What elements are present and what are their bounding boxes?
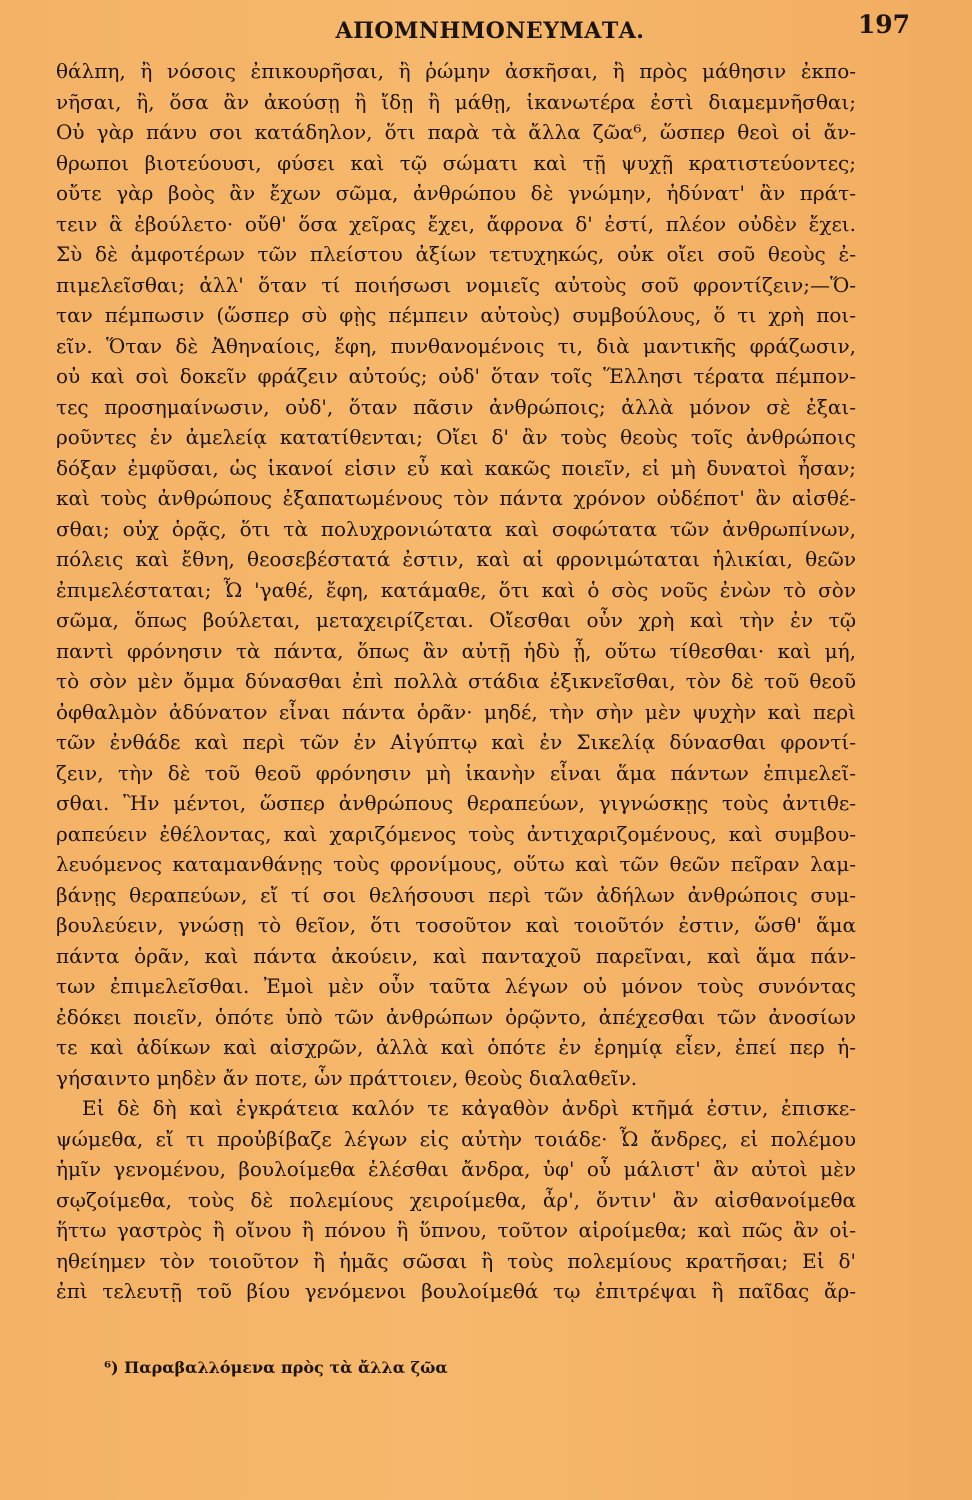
text-line: νῆσαι, ἢ, ὅσα ἂν ἀκούσῃ ἢ ἴδῃ ἢ μάθῃ, ἱκανωτέρα ἐστὶ διαμεμνῆσθαι; — [56, 89, 856, 114]
text-line: ταν πέμπωσιν (ὥσπερ σὺ φῂς πέμπειν αὐτοὺς) συμβούλους, ὅ τι χρὴ ποι- — [56, 303, 856, 327]
text-line: ἡμῖν γενομένου, βουλοίμεθα ἑλέσθαι ἄνδρα, ὑφ' οὗ μάλιστ' ἂν αὐτοὶ μὲν — [56, 1157, 856, 1181]
text-line: δόξαν ἐμφῦσαι, ὡς ἱκανοί εἰσιν εὖ καὶ κακῶς ποιεῖν, εἰ μὴ δυνατοὶ ἦσαν; — [56, 455, 856, 480]
text-line: ζειν, τὴν δὲ τοῦ θεοῦ φρόνησιν μὴ ἱκανὴν εἶναι ἅμα πάντων ἐπιμελεῖ- — [56, 760, 856, 785]
text-line: ροῦντες ἐν ἀμελείᾳ κατατίθενται; Οἴει δ' ἂν τοὺς θεοὺς τοῖς ἀνθρώποις — [56, 425, 856, 449]
text-line: σθαι. Ἢν μέντοι, ὥσπερ ἀνθρώπους θεραπεύων, γιγνώσκῃς τοὺς ἀντιθε- — [56, 791, 856, 815]
text-line: τὸ σὸν μὲν ὄμμα δύνασθαι ἐπὶ πολλὰ στάδια ἐξικνεῖσθαι, τὸν δὲ τοῦ θεοῦ — [56, 669, 856, 693]
text-line: ραπεύειν ἐθέλοντας, καὶ χαριζόμενος τοὺς ἀντιχαριζομένους, καὶ συμβου- — [56, 821, 856, 846]
text-line: λευόμενος καταμανθάνῃς τοὺς φρονίμους, οὕτω καὶ τῶν θεῶν πεῖραν λαμ- — [56, 852, 856, 876]
text-line: πιμελεῖσθαι; ἀλλ' ὅταν τί ποιήσωσι νομιεῖς αὐτοὺς σοῦ φροντίζειν;—Ὅ- — [56, 272, 856, 297]
text-line: ηθείημεν τὸν τοιοῦτον ἢ ἡμᾶς σῶσαι ἢ τοὺς πολεμίους κρατῆσαι; Εἰ δ' — [56, 1248, 856, 1273]
text-line: ἥττω γαστρὸς ἢ οἴνου ἢ πόνου ἢ ὕπνου, τοῦτον αἱροίμεθα; καὶ πῶς ἂν οἰ- — [56, 1218, 856, 1242]
text-line: ἐπιμελέσταται; Ὦ 'γαθέ, ἔφη, κατάμαθε, ὅτι καὶ ὁ σὸς νοῦς ἐνὼν τὸ σὸν — [56, 577, 856, 602]
text-line: Οὐ γὰρ πάνυ σοι κατάδηλον, ὅτι παρὰ τὰ ἄλλα ζῶα⁶, ὥσπερ θεοὶ οἱ ἄν- — [56, 120, 856, 144]
text-line: σῶμα, ὅπως βούλεται, μεταχειρίζεται. Οἴεσθαι οὖν χρὴ καὶ τὴν ἐν τῷ — [56, 608, 856, 632]
text-line: τῶν ἐνθάδε καὶ περὶ τῶν ἐν Αἰγύπτῳ καὶ ἐν Σικελίᾳ δύνασθαι φροντί- — [56, 730, 856, 754]
text-line: σῳζοίμεθα, τοὺς δὲ πολεμίους χειροίμεθα, ἆρ', ὅντιν' ἂν αἰσθανοίμεθα — [56, 1187, 856, 1212]
text-line: βουλεύειν, γνώσῃ τὸ θεῖον, ὅτι τοσοῦτον καὶ τοιοῦτόν ἐστιν, ὥσθ' ἅμα — [56, 913, 856, 937]
text-line: πάντα ὁρᾶν, καὶ πάντα ἀκούειν, καὶ πανταχοῦ παρεῖναι, καὶ ἅμα πάν- — [56, 943, 856, 968]
text-line: ὀφθαλμὸν ἀδύνατον εἶναι πάντα ὁρᾶν· μηδέ, τὴν σὴν μὲν ψυχὴν καὶ περὶ — [56, 699, 856, 724]
footnote: ⁶) Παραβαλλόμενα πρὸς τὰ ἄλλα ζῶα — [104, 1358, 448, 1377]
text-line: θάλπη, ἢ νόσοις ἐπικουρῆσαι, ἢ ῥώμην ἀσκῆσαι, ἢ πρὸς μάθησιν ἐκπο- — [56, 59, 856, 83]
page-header — [60, 10, 920, 50]
text-line: ψώμεθα, εἴ τι προὐβίβαζε λέγων εἰς αὐτὴν τοιάδε· Ὦ ἄνδρες, εἰ πολέμου — [56, 1126, 856, 1151]
text-line: των ἐπιμελεῖσθαι. Ἐμοὶ μὲν οὖν ταῦτα λέγων οὐ μόνον τοὺς συνόντας — [56, 974, 856, 998]
running-title: ΑΠΟΜΝΗΜΟΝΕΥΜΑΤΑ. — [335, 18, 645, 44]
text-line: παντὶ φρόνησιν τὰ πάντα, ὅπως ἂν αὐτῇ ἡδὺ ᾖ, οὕτω τίθεσθαι· καὶ μή, — [56, 638, 856, 663]
text-line: ἐπὶ τελευτῇ τοῦ βίου γενόμενοι βουλοίμεθά τῳ ἐπιτρέψαι ἢ παῖδας ἄρ- — [56, 1279, 856, 1303]
text-line: τειν ἃ ἐβούλετο· οὔθ' ὅσα χεῖρας ἔχει, ἄφρονα δ' ἐστί, πλέον οὐδὲν ἔχει. — [56, 211, 856, 236]
text-line: οὐ καὶ σοὶ δοκεῖν φράζειν αὐτούς; οὐδ' ὅταν τοῖς Ἕλλησι τέρατα πέμπον- — [56, 364, 856, 388]
text-line: Σὺ δὲ ἀμφοτέρων τῶν πλείστου ἀξίων τετυχηκώς, οὐκ οἴει σοῦ θεοὺς ἐ- — [56, 242, 856, 266]
text-line: θρωποι βιοτεύουσι, φύσει καὶ τῷ σώματι καὶ τῇ ψυχῇ κρατιστεύοντες; — [56, 150, 856, 175]
text-line: τε καὶ ἀδίκων καὶ αἰσχρῶν, ἀλλὰ καὶ ὁπότε ἐν ἐρημίᾳ εἶεν, ἐπεί περ ἡ- — [56, 1035, 856, 1059]
text-line: γήσαιντο μηδὲν ἄν ποτε, ὧν πράττοιεν, θεοὺς διαλαθεῖν. — [56, 1065, 638, 1090]
text-line: ἐδόκει ποιεῖν, ὁπότε ὑπὸ τῶν ἀνθρώπων ὁρῷντο, ἀπέχεσθαι τῶν ἀνοσίων — [56, 1004, 856, 1029]
text-line: πόλεις καὶ ἔθνη, θεοσεβέστατά ἐστιν, καὶ αἱ φρονιμώταται ἡλικίαι, θεῶν — [56, 547, 856, 571]
text-line: καὶ τοὺς ἀνθρώπους ἐξαπατωμένους τὸν πάντα χρόνον οὐδέποτ' ἂν αἰσθέ- — [56, 486, 856, 510]
text-line: οὔτε γὰρ βοὸς ἂν ἔχων σῶμα, ἀνθρώπου δὲ γνώμην, ἠδύνατ' ἂν πράτ- — [56, 181, 856, 205]
page-number: 197 — [857, 10, 910, 39]
text-line: εῖν. Ὅταν δὲ Ἀθηναίοις, ἔφη, πυνθανομένοις τι, διὰ μαντικῆς φράζωσιν, — [56, 333, 856, 358]
text-line: τες προσημαίνωσιν, οὐδ', ὅταν πᾶσιν ἀνθρώποις; ἀλλὰ μόνον σὲ ἐξαι- — [56, 394, 856, 419]
text-line: Εἰ δὲ δὴ καὶ ἐγκράτεια καλόν τε κἀγαθὸν ἀνδρὶ κτῆμά ἐστιν, ἐπισκε- — [82, 1096, 856, 1120]
text-line: βάνῃς θεραπεύων, εἴ τί σοι θελήσουσι περὶ τῶν ἀδήλων ἀνθρώποις συμ- — [56, 882, 856, 907]
body-text — [56, 56, 856, 1307]
text-line: σθαι; οὐχ ὁρᾷς, ὅτι τὰ πολυχρονιώτατα καὶ σοφώτατα τῶν ἀνθρωπίνων, — [56, 516, 856, 541]
